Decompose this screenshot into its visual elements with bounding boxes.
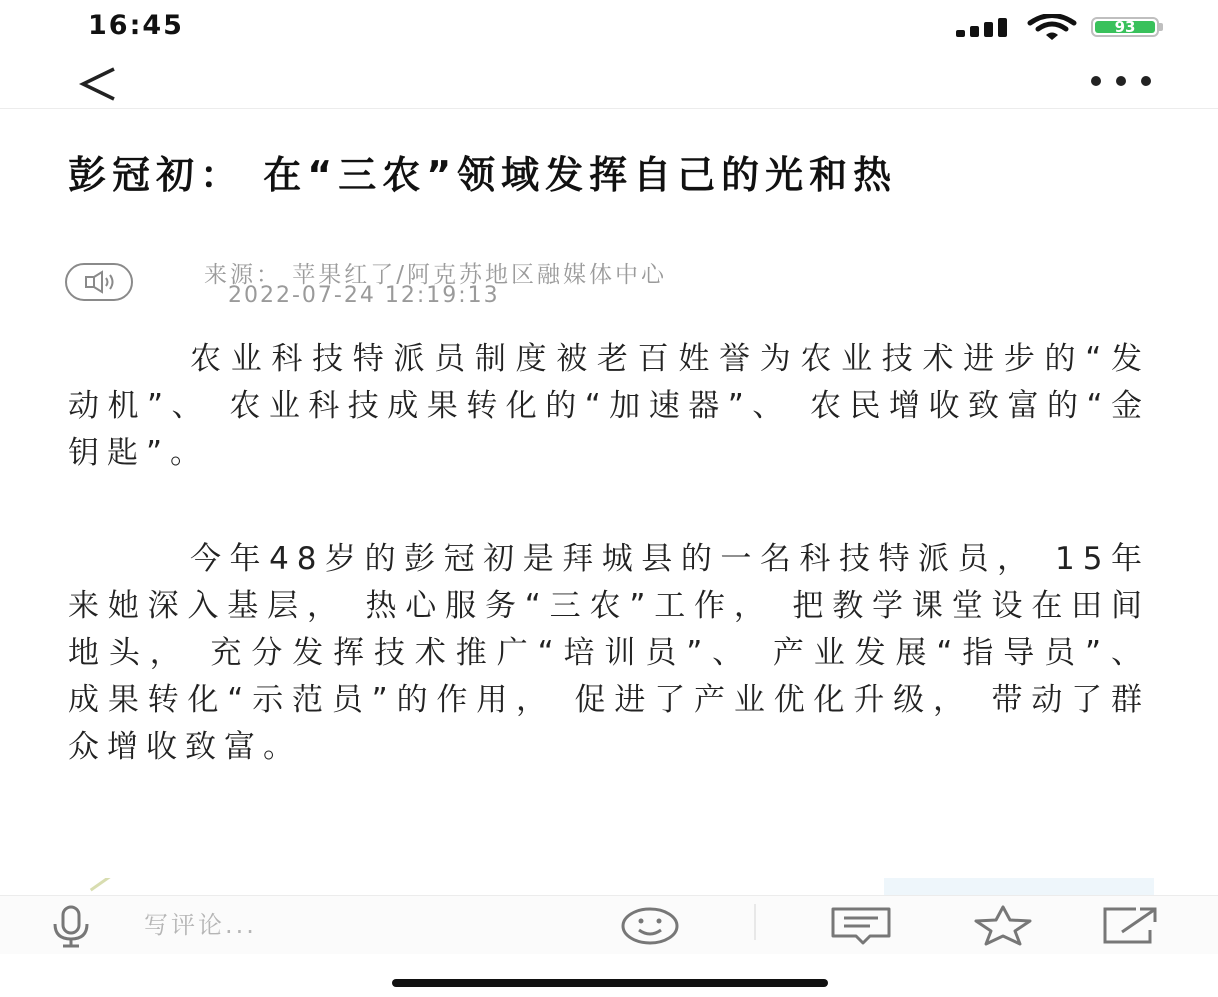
article-date: 2022-07-24 12:19:13 — [228, 283, 500, 308]
article-paragraph: 农业科技特派员制度被老百姓誉为农业技术进步的“发动机”、 农业科技成果转化的“加速器”、 农民增收致富的“金钥匙”。 — [68, 341, 1150, 471]
comment-input[interactable]: 写评论... — [144, 911, 257, 939]
home-indicator[interactable] — [392, 979, 828, 987]
toolbar-divider — [754, 904, 756, 940]
comments-icon[interactable] — [830, 906, 892, 946]
status-bar — [0, 0, 1218, 56]
article-source: 来源： 苹果红了/阿克苏地区融媒体中心 — [204, 262, 668, 288]
status-time: 16:45 — [88, 10, 184, 41]
star-icon[interactable] — [972, 904, 1034, 946]
more-icon[interactable] — [1088, 70, 1154, 92]
back-icon[interactable] — [78, 62, 118, 102]
wifi-icon — [1027, 14, 1077, 40]
article-paragraph: 今年48岁的彭冠初是拜城县的一名科技特派员， 15年来她深入基层， 热心服务“三农”工作， 把教学课堂设在田间地头， 充分发挥技术推广“培训员”、 产业发展“指导员”、 成果转化“示范员”的作用， 促进了产业优化升级， 带动了群众增收致富。 — [68, 541, 1150, 765]
nav-bar — [0, 56, 1218, 109]
mic-icon[interactable] — [46, 904, 96, 948]
smile-icon[interactable] — [620, 906, 680, 946]
article-image — [68, 878, 1154, 896]
audio-play-icon[interactable] — [64, 262, 134, 302]
battery-icon — [1091, 17, 1165, 39]
bottom-action-bar — [0, 895, 1218, 954]
signal-icon — [956, 17, 1012, 37]
share-icon[interactable] — [1100, 904, 1160, 946]
article-title: 彭冠初： 在“三农”领域发挥自己的光和热 — [68, 153, 898, 197]
battery-level: 93 — [1114, 18, 1136, 36]
